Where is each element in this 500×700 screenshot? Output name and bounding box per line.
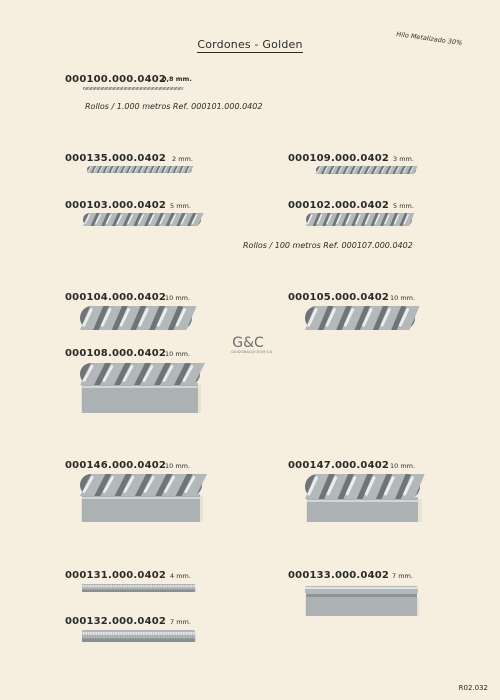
product-code: 000147.000.0402 xyxy=(288,460,390,471)
cord-sample xyxy=(82,584,195,592)
product-code: 000133.000.0402 xyxy=(288,570,390,581)
cord-sample xyxy=(306,213,412,226)
cord-sample xyxy=(305,306,415,330)
product-size: 10 mm. xyxy=(165,294,191,302)
cord-sample xyxy=(83,213,201,226)
product-size: 10 mm. xyxy=(390,462,416,470)
product-code: 000105.000.0402 xyxy=(288,292,390,303)
cord-sample xyxy=(305,584,418,616)
page-title: Cordones - Golden xyxy=(197,38,303,51)
product-size: 7 mm. xyxy=(392,572,413,580)
product-size: 10 mm. xyxy=(390,294,416,302)
cord-sample xyxy=(80,363,200,413)
product-size: 7 mm. xyxy=(170,618,191,626)
product-code: 000102.000.0402 xyxy=(288,200,390,211)
note-rollos-100: Rollos / 100 metros Ref. 000107.000.0402 xyxy=(243,241,413,250)
product-size: 10 mm. xyxy=(165,462,191,470)
logo-mark: G&C xyxy=(232,335,264,351)
product-code: 000131.000.0402 xyxy=(65,570,167,581)
cord-sample xyxy=(80,306,192,330)
cord-sample xyxy=(83,87,183,90)
product-size: 4 mm. xyxy=(170,572,191,580)
product-code: 000109.000.0402 xyxy=(288,153,390,164)
product-size: 0,8 mm. xyxy=(162,75,192,83)
cord-sample xyxy=(316,166,416,174)
cord-sample xyxy=(82,630,195,642)
metallic-thread-tag: Hilo Metalizado 30% xyxy=(395,30,463,48)
product-size: 2 mm. xyxy=(172,155,193,163)
logo-subtext: GUIDOBALDI·DOM·CA xyxy=(231,350,273,354)
product-size: 5 mm. xyxy=(170,202,191,210)
product-code: 000103.000.0402 xyxy=(65,200,167,211)
product-code: 000104.000.0402 xyxy=(65,292,167,303)
product-size: 5 mm. xyxy=(393,202,414,210)
cord-sample xyxy=(80,474,202,522)
product-code: 000146.000.0402 xyxy=(65,460,167,471)
note-rollos-1000: Rollos / 1.000 metros Ref. 000101.000.0402 xyxy=(85,102,263,111)
brand-logo xyxy=(231,335,273,355)
product-size: 3 mm. xyxy=(393,155,414,163)
product-code: 000100.000.0402 xyxy=(65,74,167,85)
product-size: 10 mm. xyxy=(165,350,191,358)
cord-sample xyxy=(87,166,192,173)
product-code: 000108.000.0402 xyxy=(65,348,167,359)
product-code: 000132.000.0402 xyxy=(65,616,167,627)
cord-sample xyxy=(305,474,420,522)
page-reference: R02.032 xyxy=(458,684,488,692)
product-code: 000135.000.0402 xyxy=(65,153,167,164)
